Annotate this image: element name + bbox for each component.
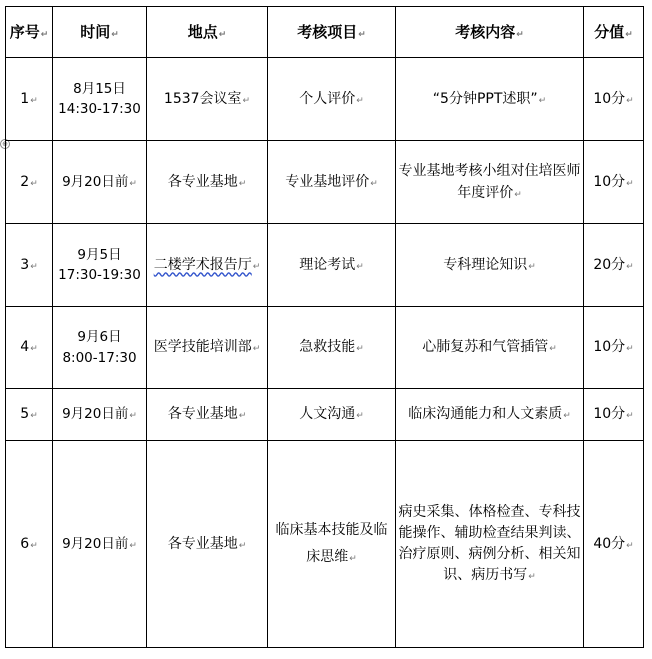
row-time: 9月6日 8:00-17:30	[53, 307, 147, 389]
row-content: 病史采集、体格检查、专科技能操作、辅助检查结果判读、治疗原则、病例分析、相关知识、病历书写↵	[396, 441, 584, 648]
row-item: 专业基地评价↵	[268, 141, 396, 224]
assessment-schedule-table	[5, 6, 644, 648]
row-score: 10分↵	[584, 141, 644, 224]
row-time: 9月5日 17:30-19:30	[53, 224, 147, 307]
row-item: 个人评价↵	[268, 58, 396, 141]
row-content: 专科理论知识↵	[396, 224, 584, 307]
row-content: 心肺复苏和气管插管↵	[396, 307, 584, 389]
row-score: 40分↵	[584, 441, 644, 648]
table-row	[6, 58, 644, 141]
row-place: 二楼学术报告厅↵	[147, 224, 268, 307]
table-row	[6, 389, 644, 441]
row-number: 6↵	[6, 441, 53, 648]
row-place: 各专业基地↵	[147, 389, 268, 441]
table-row	[6, 224, 644, 307]
header-time: 时间↵	[53, 7, 147, 58]
header-number: 序号↵	[6, 7, 53, 58]
row-place: 1537会议室↵	[147, 58, 268, 141]
header-score: 分值↵	[584, 7, 644, 58]
table-row	[6, 307, 644, 389]
row-score: 10分↵	[584, 58, 644, 141]
row-number: 1↵	[6, 58, 53, 141]
row-number: 5↵	[6, 389, 53, 441]
row-place: 各专业基地↵	[147, 441, 268, 648]
table-row	[6, 141, 644, 224]
row-place: 医学技能培训部↵	[147, 307, 268, 389]
row-content: 专业基地考核小组对住培医师年度评价↵	[396, 141, 584, 224]
row-number: 4↵	[6, 307, 53, 389]
header-place: 地点↵	[147, 7, 268, 58]
table-move-handle-icon[interactable]: ⊕	[0, 139, 10, 149]
row-item: 理论考试↵	[268, 224, 396, 307]
row-item: 人文沟通↵	[268, 389, 396, 441]
row-score: 10分↵	[584, 307, 644, 389]
row-item: 临床基本技能及临床思维↵	[268, 441, 396, 648]
header-item: 考核项目↵	[268, 7, 396, 58]
header-content: 考核内容↵	[396, 7, 584, 58]
row-content: 临床沟通能力和人文素质↵	[396, 389, 584, 441]
row-content: “5分钟PPT述职”↵	[396, 58, 584, 141]
row-number: 3↵	[6, 224, 53, 307]
table-header-row	[6, 7, 644, 58]
row-score: 10分↵	[584, 389, 644, 441]
row-time: 9月20日前↵	[53, 141, 147, 224]
row-time: 9月20日前↵	[53, 441, 147, 648]
row-time: 8月15日 14:30-17:30	[53, 58, 147, 141]
row-score: 20分↵	[584, 224, 644, 307]
row-place: 各专业基地↵	[147, 141, 268, 224]
row-number: 2↵	[6, 141, 53, 224]
row-time: 9月20日前↵	[53, 389, 147, 441]
table-row	[6, 441, 644, 648]
row-item: 急救技能↵	[268, 307, 396, 389]
